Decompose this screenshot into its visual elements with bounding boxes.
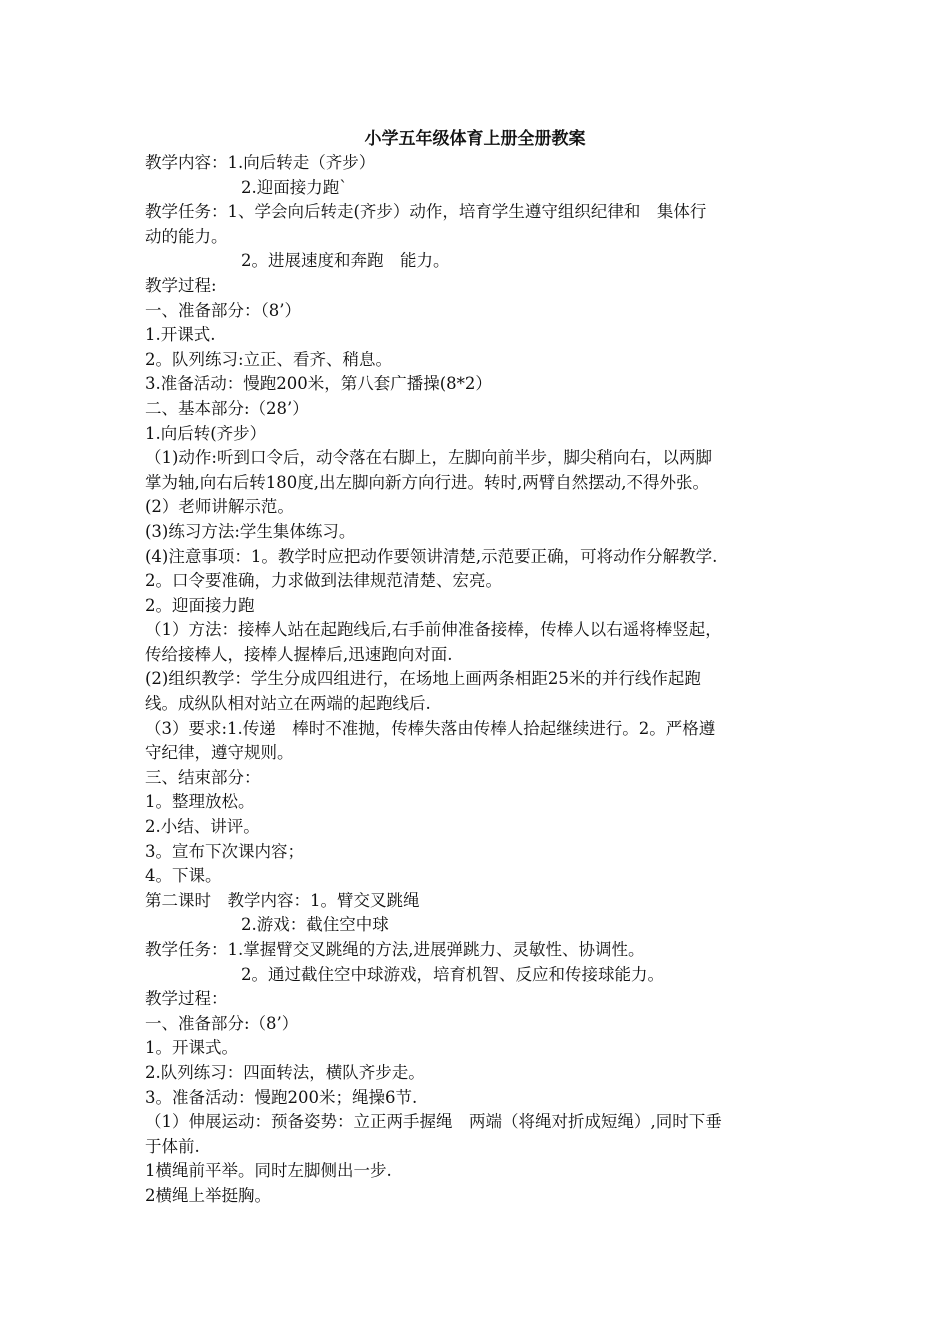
text-line: 4。下课。 — [145, 866, 222, 886]
text-line: 3。准备活动：慢跑200米；绳操6节. — [145, 1087, 418, 1107]
text-line: 教学过程： — [145, 989, 228, 1009]
text-line: 1。整理放松。 — [145, 792, 255, 812]
text-line: 一、准备部分：（8’） — [145, 300, 301, 320]
text-line: 2.小结、讲评。 — [145, 817, 260, 837]
text-line: 1.向后转(齐步） — [145, 423, 267, 443]
text-line: 1.开课式. — [145, 325, 216, 345]
text-line: 于体前. — [145, 1136, 200, 1156]
text-line: 教学任务：1、学会向后转走(齐步）动作，培育学生遵守组织纪律和 集体行 — [145, 202, 707, 222]
text-line: 教学过程: — [145, 275, 217, 295]
text-line: (2)组织教学：学生分成四组进行，在场地上画两条相距25米的并行线作起跑 — [145, 669, 701, 689]
text-line: （3）要求:1.传递 棒时不准抛，传棒失落由传棒人拾起继续进行。2。严格遵 — [145, 718, 716, 738]
text-line: 2.迎面接力跑` — [241, 177, 348, 197]
text-line: (2）老师讲解示范。 — [145, 497, 294, 517]
text-line: (3)练习方法:学生集体练习。 — [145, 521, 356, 541]
text-line: 1横绳前平举。同时左脚侧出一步. — [145, 1161, 392, 1181]
text-line: 3.准备活动：慢跑200米，第八套广播操(8*2） — [145, 374, 492, 394]
text-line: 2.队列练习：四面转法，横队齐步走。 — [145, 1062, 425, 1082]
text-line: 2。口令要准确，力求做到法律规范清楚、宏亮。 — [145, 571, 502, 591]
text-line: 2。迎面接力跑 — [145, 595, 255, 615]
text-line: 3。宣布下次课内容； — [145, 841, 304, 861]
text-line: 2。通过截住空中球游戏，培育机智、反应和传接球能力。 — [241, 964, 664, 984]
text-line: （1）方法：接棒人站在起跑线后,右手前伸准备接棒，传棒人以右遥将棒竖起， — [145, 620, 722, 640]
text-line: 二、基本部分:（28’） — [145, 398, 309, 418]
text-line: (4)注意事项：1。教学时应把动作要领讲清楚,示范要正确，可将动作分解教学. — [145, 546, 718, 566]
text-line: 1。开课式。 — [145, 1038, 238, 1058]
text-line: 第二课时 教学内容：1。臂交叉跳绳 — [145, 890, 420, 910]
text-line: 教学内容：1.向后转走（齐步） — [145, 153, 376, 172]
text-line: 线。成纵队相对站立在两端的起跑线后. — [145, 694, 431, 714]
text-line: 掌为轴,向右后转180度,出左脚向新方向行进。转时,两臂自然摆动,不得外张。 — [145, 472, 709, 492]
document-body — [145, 151, 820, 1209]
text-line: （1）伸展运动：预备姿势：立正两手握绳 两端（将绳对折成短绳）,同时下垂 — [145, 1112, 722, 1132]
text-line: 2.游戏：截住空中球 — [241, 915, 389, 935]
text-line: 2。队列练习:立正、看齐、稍息。 — [145, 349, 393, 369]
document-title: 小学五年级体育上册全册教案 — [364, 129, 586, 149]
text-line: 2横绳上举挺胸。 — [145, 1185, 271, 1205]
text-line: 一、准备部分:（8’） — [145, 1013, 299, 1033]
text-line: 教学任务：1.掌握臂交叉跳绳的方法,进展弹跳力、灵敏性、协调性。 — [145, 940, 645, 959]
text-line: 2。进展速度和奔跑 能力。 — [241, 251, 450, 271]
text-line: （1)动作:听到口令后，动令落在右脚上，左脚向前半步，脚尖稍向右，以两脚 — [145, 448, 712, 468]
text-line: 三、结束部分： — [145, 767, 261, 787]
text-line: 传给接棒人，接棒人握棒后,迅速跑向对面. — [145, 644, 453, 664]
text-line: 动的能力。 — [145, 226, 228, 246]
text-line: 守纪律，遵守规则。 — [145, 743, 294, 763]
